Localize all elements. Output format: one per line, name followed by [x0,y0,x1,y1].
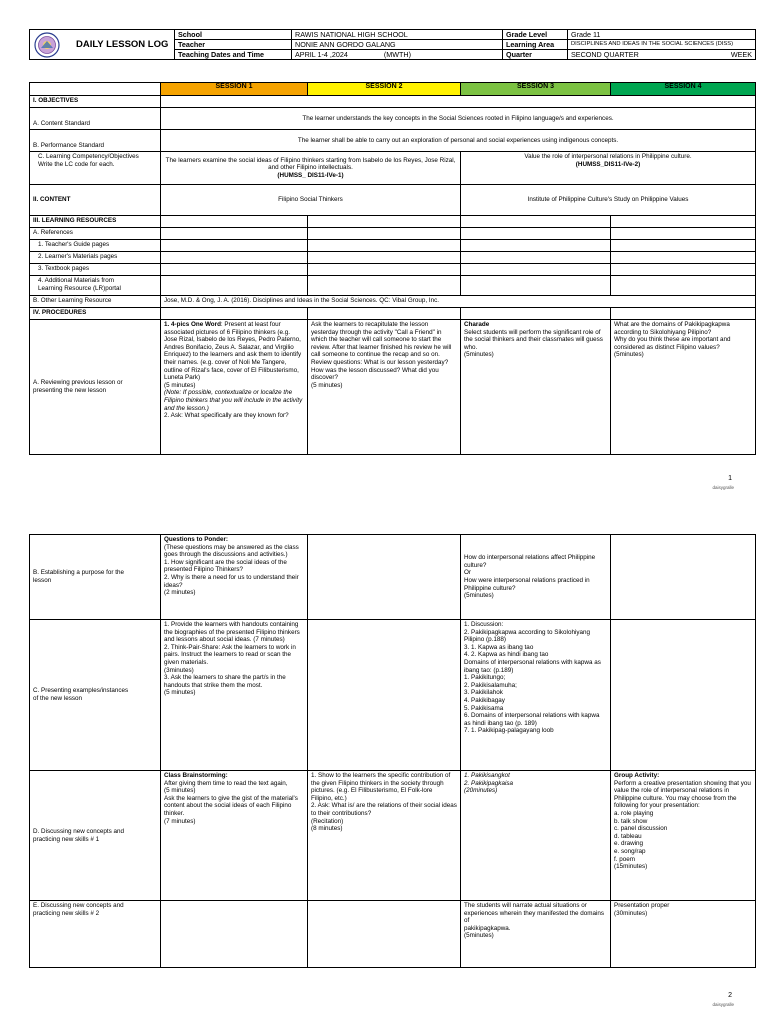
learners-materials-label: 2. Learner's Materials pages [30,252,161,264]
school-value: RAWIS NATIONAL HIGH SCHOOL [292,30,503,40]
dates-text: APRIL 1-4 ,2024 [295,50,348,59]
objectives-heading: I. OBJECTIVES [30,96,161,108]
procedure-a-s2: Ask the learners to recapitulate the lesson yesterday through the activity "Call a Friend" in which the teacher will call someone to start the review. After that learner finished his review he will call someone to continue the recap and so on. Review questions: What is our lesson yesterday? How was the lesson discussed? What did you discover? (5 minutes) [308,320,461,455]
textbook-label: 3. Textbook pages [30,264,161,276]
area-value: DISCIPLINES AND IDEAS IN THE SOCIAL SCIENCES (DISS) [568,40,756,50]
area-label: Learning Area [503,40,568,50]
header-logo-cell [30,30,175,60]
procedure-d-label: D. Discussing new concepts and practicing new skills # 1 [30,771,161,901]
lesson-table-page1 [29,82,756,455]
competency-s12-code: (HUMSS_ DIS11-IVe-1) [277,171,344,179]
four-pics-note: (Note: If possible, contextualize or localize the Filipino thinkers that you will include in the activity and the lesson.) [164,389,303,412]
grade-label: Grade Level [503,30,568,40]
days-text: (MWTH) [383,50,412,59]
content-s12: Filipino Social Thinkers [161,185,461,216]
procedure-e-label: E. Discussing new concepts and practicing new skills # 2 [30,901,161,968]
session-2-header: SESSION 2 [308,83,461,96]
performance-standard-text: The learner shall be able to carry out an exploration of personal and social experiences using indigenous concepts. [161,130,756,152]
four-pics-ask: 2. Ask: What specifically are they known for? [164,412,289,420]
four-pics-title: 1. 4-pics One Word [164,321,221,328]
other-resource-label: B. Other Learning Resource [30,296,161,308]
procedure-b-s3: How do interpersonal relations affect Philippine culture? Or How were interpersonal relations practiced in Philippine culture? (5minutes) [461,535,611,620]
school-label: School [175,30,292,40]
quarter-value [568,50,756,60]
session-3-header: SESSION 3 [461,83,611,96]
procedure-d-s4 [611,771,756,901]
competency-label: C. Learning Competency/Objectives Write the LC code for each. [30,152,161,185]
group-activity-title: Group Activity: [614,772,660,779]
competency-s12-text: The learners examine the social ideas of Filipino thinkers starting from Isabelo de los Reyes, Jose Rizal, and other Filipino intellectuals. [165,156,456,172]
procedure-a-s4: What are the domains of Pakikipagkapwa according to Sikolohiyang Pilipino? Why do you think these are important and considered as distinct Filipino values? (5minutes) [611,320,756,455]
week-text: WEEK [730,50,752,59]
header-table [29,29,756,60]
competency-s34-text: Value the role of interpersonal relations in Philippine culture. [524,153,692,160]
competency-s34-code: (HUMSS_DIS11-IVe-2) [575,160,641,168]
procedure-c-s3: 1. Discussion: 2. Pakikipagkapwa according to Sikolohiyang Pilipino (p.188) 3. 1. Kapwa as ibang tao 4. 2. Kapwa as hindi ibang tao Domains of interpersonal relations with kapwa as ibang tao: (p.189) 1. Pakikitungo; 2. Pakikisalamuha; 3. Pakikilahok 4. Pakikibagay 5. Pakikisama 6. Domains of interpersonal relations with kapwa as hindi ibang tao (p. 189) 7. 1. Pakikipag-palagayang loob [461,620,611,771]
procedures-heading: IV. PROCEDURES [30,308,161,320]
dates-value [292,50,503,60]
procedure-b-label: B. Establishing a purpose for the lesson [30,535,161,620]
procedure-d-s1 [161,771,308,901]
lesson-table-page2 [29,534,756,968]
other-resource-text: Jose, M.D. & Ong, J. A. (2016). Disciplines and Ideas in the Social Sciences. QC: Vibal Group, Inc. [161,296,756,308]
teachers-guide-label: 1. Teacher's Guide pages [30,240,161,252]
procedure-b-s1 [161,535,308,620]
dates-label: Teaching Dates and Time [175,50,292,60]
page-number-1: 1 [728,475,732,482]
questions-title: Questions to Ponder: [164,536,229,543]
brainstorming-title: Class Brainstorming: [164,772,228,779]
page-1 [0,0,768,500]
content-heading: II. CONTENT [30,185,161,216]
grade-value: Grade 11 [568,30,756,40]
quarter-label: Quarter [503,50,568,60]
resources-heading: III. LEARNING RESOURCES [30,216,161,228]
competency-s12 [161,152,461,185]
procedure-a-label: A. Reviewing previous lesson or presenting the new lesson [30,320,161,455]
procedure-a-s3 [461,320,611,455]
procedure-e-s4: Presentation proper (30minutes) [611,901,756,968]
page-2 [0,514,768,1024]
procedure-c-s1: 1. Provide the learners with handouts containing the biographies of the presented Filipino thinkers and lessons about social ideas. (7 minutes) 2. Think-Pair-Share: Ask the learners to work in pairs. Instruct the learners to read or scan the given materials. (3minutes) 3. Ask the learners to share the part/s in the handouts that strike them the most. (5 minutes) [161,620,308,771]
page-number-2: 2 [728,992,732,999]
brainstorming-text: After giving them time to read the text again, (5 minutes) Ask the learners to give the gist of the material's content about the social ideas of each Filipino thinker. (7 minutes) [164,779,298,825]
content-standard-text: The learner understands the key concepts in the Social Sciences rooted in Filipino language/s and experiences. [161,108,756,130]
performance-standard-label: B. Performance Standard [30,130,161,152]
page-mark-2: daisygralle [712,1002,734,1007]
teacher-value: NONIE ANN GORDO GALANG [292,40,503,50]
session-1-header: SESSION 1 [161,83,308,96]
group-activity-text: Perform a creative presentation showing that you value the role of interpersonal relations in Philippine culture. You may choose from the following for your presentation: a. role playing b. talk show c. panel discussion d. tableau e. drawing e. song/rap f. poem (15minutes) [614,779,751,871]
procedure-d-s3: 1. Pakikisangkot 2. Pakikipagkaisa (20minutes) [461,771,611,901]
competency-s34 [461,152,756,185]
page-mark-1: daisygralle [712,485,734,490]
charade-title: Charade [464,321,490,328]
deped-seal-icon [34,32,60,58]
questions-text: (These questions may be answered as the class goes through the discussions and activities.) 1. How significant are the social ideas of the presented Filipino Thinkers? 2. Why is there a need for us to understand their ideas? (2 minutes) [164,543,299,597]
charade-text: Select students will perform the significant role of the social thinkers and their classmates will guess who. (5minutes) [464,328,603,359]
procedure-a-s1 [161,320,308,455]
procedure-e-s3: The students will narrate actual situations or experiences wherein they manifested the domains of pakikipagkapwa. (5minutes) [461,901,611,968]
teacher-label: Teacher [175,40,292,50]
header-title: DAILY LESSON LOG [76,39,169,50]
quarter-text: SECOND QUARTER [571,50,639,59]
four-pics-text: : Present at least four associated pictures of 6 Filipino thinkers (e.g. Jose Rizal, Isabelo de los Reyes, Pedro Paterno, Andres Bonifacio, Zeus A. Salazar, and Virgilio Enriquez) to the learners and ask them to identify their names. (e.g. cover of Noli Me Tangere, outline of Rizal's face, cover of El Filibusterismo, Luneta Park) (5 minutes) [164,321,302,389]
session-4-header: SESSION 4 [611,83,756,96]
content-standard-label: A. Content Standard [30,108,161,130]
content-s34: Institute of Philippine Culture's Study on Philippine Values [461,185,756,216]
additional-materials-label: 4. Additional Materials from Learning Resource (LR)portal [30,276,161,296]
references-label: A. References [30,228,161,240]
procedure-d-s2: 1. Show to the learners the specific contribution of the given Filipino thinkers in the society through pictures. (e.g. El Filibusterismo, El Folk-lore Filipino, etc.) 2. Ask: What is/ are the relations of their social ideas to their contributions? (Recitation) (8 minutes) [308,771,461,901]
procedure-c-label: C. Presenting examples/instances of the new lesson [30,620,161,771]
